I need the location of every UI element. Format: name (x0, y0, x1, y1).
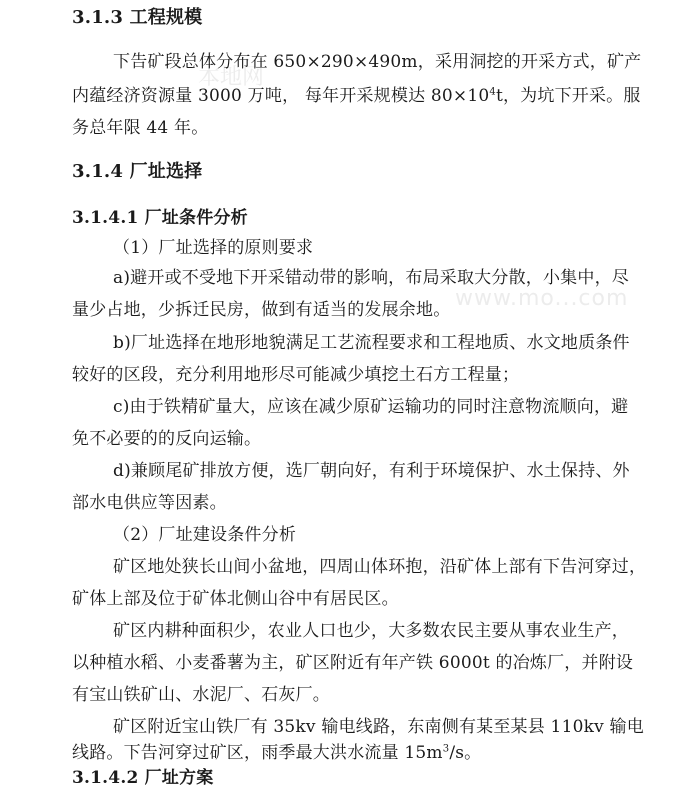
paragraph-line: c)由于铁精矿量大，应该在减少原矿运输功的同时注意物流顺向，避 (113, 397, 629, 417)
paragraph-line: 矿体上部及位于矿体北侧山谷中有居民区。 (72, 589, 399, 609)
watermark: www.mo...com (455, 286, 629, 311)
paragraph-line: 矿区地处狭长山间小盆地，四周山体环抱，沿矿体上部有下告河穿过， (113, 557, 647, 577)
paragraph-line: 较好的区段，充分利用地形尽可能减少填挖土石方工程量； (72, 365, 520, 385)
paragraph-line: 内蕴经济资源量 3000 万吨， 每年开采规模达 $80\times 10^4t$，为坑下开采。服 (72, 86, 641, 106)
paragraph-line: 有宝山铁矿山、水泥厂、石灰厂。 (72, 685, 330, 705)
paragraph-line: a)避开或不受地下开采错动带的影响，布局采取大分散，小集中，尽 (113, 268, 629, 288)
paragraph-line: 部水电供应等因素。 (72, 493, 227, 513)
paragraph-line: 矿区内耕种面积少，农业人口也少，大多数农民主要从事农业生产， (113, 621, 629, 641)
paragraph-line: 务总年限 44 年。 (72, 118, 209, 138)
section-heading-3-1-4: 3.1.4 厂址选择 (72, 161, 203, 182)
paragraph-line: 免不必要的的反向运输。 (72, 429, 262, 449)
subheading: （1）厂址选择的原则要求 (113, 238, 314, 258)
subheading: （2）厂址建设条件分析 (113, 525, 297, 545)
paragraph-line: d)兼顾尾矿排放方便，选厂朝向好，有利于环境保护、水土保持、外 (113, 461, 630, 481)
paragraph-line: 量少占地，少拆迁民房，做到有适当的发展余地。 (72, 300, 451, 320)
section-heading-3-1-4-1: 3.1.4.1 厂址条件分析 (72, 208, 248, 228)
section-heading-3-1-3: 3.1.3 工程规模 (72, 7, 203, 28)
paragraph-line: 下告矿段总体分布在 650×290×490m，采用洞挖的开采方式，矿产 (113, 52, 642, 72)
paragraph-line: 矿区附近宝山铁厂有 35kv 输电线路，东南侧有某至某县 110kv 输电 (113, 717, 644, 737)
section-heading-3-1-4-2: 3.1.4.2 厂址方案 (72, 768, 214, 788)
paragraph-line: b)厂址选择在地形地貌满足工艺流程要求和工程地质、水文地质条件 (113, 333, 630, 353)
watermark: 本地网 (198, 65, 265, 90)
paragraph-line: 线路。下告河穿过矿区，雨季最大洪水流量 $15m^3/s$。 (72, 743, 482, 763)
paragraph-line: 以种植水稻、小麦番薯为主，矿区附近有年产铁 6000t 的冶炼厂，并附设 (72, 653, 634, 673)
